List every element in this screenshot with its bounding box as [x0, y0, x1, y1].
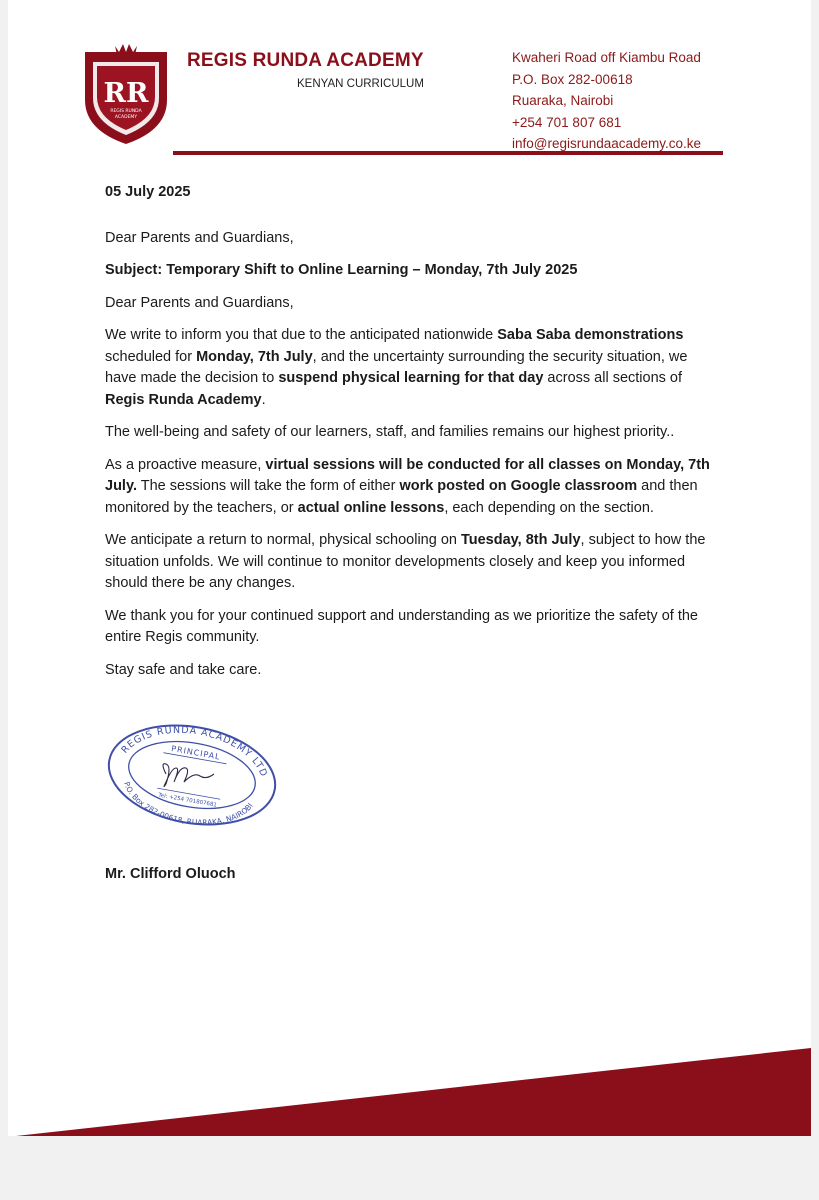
address-line: Ruaraka, Nairobi	[512, 93, 614, 108]
paragraph-intro: We write to inform you that due to the anticipated nationwide Saba Saba demonstrations scheduled for Monday, 7th July, and the uncertainty surrounding the security situation, we have made the decision to suspend physical learning for that day across all sections of Regis Runda Academy.	[105, 327, 688, 408]
letter-subject: Subject: Temporary Shift to Online Learning – Monday, 7th July 2025	[105, 262, 578, 278]
closing-line: Stay safe and take care.	[105, 661, 262, 678]
paragraph-thanks: We thank you for your continued support and understanding as we prioritize the safety of the entire Regis community.	[105, 607, 698, 645]
signature-mark	[163, 764, 214, 787]
email-address: info@regisrundaacademy.co.ke	[512, 136, 702, 151]
svg-text:RR: RR	[103, 78, 149, 109]
paragraph-virtual-sessions: As a proactive measure, virtual sessions will be conducted for all classes on Monday, 7th July. The sessions will take the form of either work posted on Google classroom and then monitored by the teachers, or actual online lessons, each depending on the section.	[105, 456, 710, 516]
signatory-name: Mr. Clifford Oluoch	[105, 866, 236, 882]
svg-text:P.O. Box 282-00618, RUARAKA, N: P.O. Box 282-00618, RUARAKA, NAIROBI	[122, 780, 255, 828]
curriculum-label: KENYAN CURRICULUM	[297, 78, 424, 90]
letter-page	[8, 0, 811, 1136]
svg-text:PRINCIPAL: PRINCIPAL	[170, 744, 222, 762]
address-line: P.O. Box 282-00618	[512, 71, 633, 87]
salutation: Dear Parents and Guardians,	[105, 294, 294, 311]
phone-number: +254 701 807 681	[512, 114, 622, 130]
address-line: Kwaheri Road off Kiambu Road	[512, 50, 701, 65]
svg-text:ACADEMY: ACADEMY	[114, 115, 138, 120]
school-address	[512, 47, 701, 155]
salutation: Dear Parents and Guardians,	[105, 229, 294, 246]
official-stamp	[102, 722, 282, 828]
letter-date: 05 July 2025	[105, 184, 191, 200]
school-name: REGIS RUNDA ACADEMY	[187, 50, 424, 71]
paragraph-priority: The well-being and safety of our learners, staff, and families remains our highest priority..	[105, 424, 675, 440]
svg-text:REGIS RUNDA ACADEMY LTD: REGIS RUNDA ACADEMY LTD	[119, 724, 270, 779]
paragraph-return: We anticipate a return to normal, physical schooling on Tuesday, 8th July, subject to how the situation unfolds. We will continue to monitor developments closely and keep you informed should there be any changes.	[105, 532, 706, 591]
letter-body	[105, 182, 710, 681]
svg-text:REGIS RUNDA: REGIS RUNDA	[110, 109, 142, 114]
footer-band	[8, 1040, 811, 1136]
svg-text:Tel: +254 701807681: Tel: +254 701807681	[157, 792, 218, 809]
header-divider	[173, 151, 723, 155]
school-crest-logo	[71, 38, 181, 148]
